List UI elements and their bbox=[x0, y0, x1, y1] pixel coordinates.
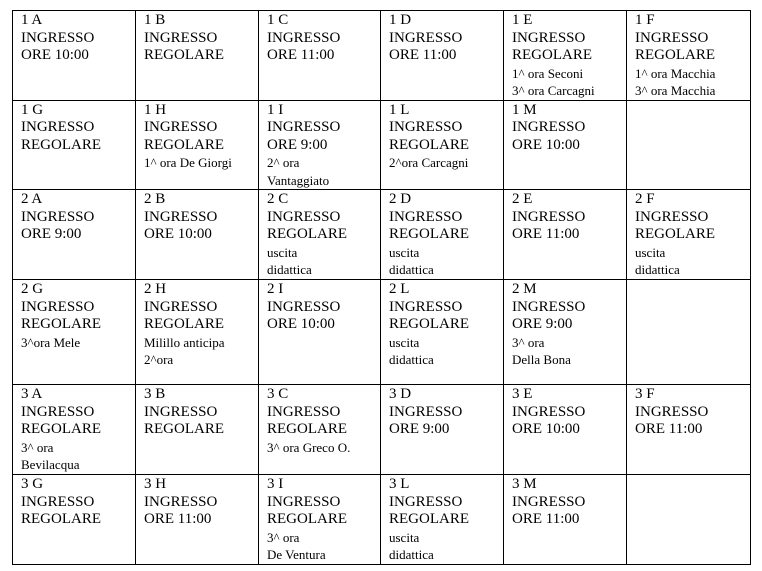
entry-label: INGRESSO bbox=[267, 119, 341, 135]
class-name: 2 A bbox=[21, 191, 43, 207]
cell-note: uscita bbox=[389, 244, 420, 260]
empty-cell bbox=[627, 280, 751, 385]
entry-time: REGOLARE bbox=[21, 136, 101, 153]
class-name: 2 F bbox=[635, 191, 655, 207]
class-cell bbox=[136, 11, 259, 101]
empty-cell bbox=[627, 100, 751, 190]
schedule-body bbox=[13, 11, 751, 565]
class-cell bbox=[504, 280, 627, 385]
class-name: 2 D bbox=[389, 191, 412, 207]
class-cell bbox=[381, 190, 504, 280]
entry-time: ORE 9:00 bbox=[21, 226, 82, 242]
entry-time: REGOLARE bbox=[21, 511, 101, 527]
entry-label: INGRESSO bbox=[144, 403, 218, 420]
cell-note: De Ventura bbox=[267, 547, 326, 562]
entry-label: INGRESSO bbox=[144, 208, 218, 225]
class-name: 2 G bbox=[21, 281, 44, 297]
class-name: 1 E bbox=[512, 12, 533, 28]
class-cell bbox=[259, 11, 381, 101]
table-row bbox=[13, 385, 751, 475]
entry-time: ORE 11:00 bbox=[267, 47, 335, 63]
entry-time: ORE 9:00 bbox=[267, 136, 328, 153]
class-schedule-table bbox=[12, 10, 751, 565]
class-cell bbox=[259, 280, 381, 385]
entry-label: INGRESSO bbox=[267, 403, 341, 420]
entry-time: REGOLARE bbox=[635, 47, 715, 63]
cell-note: 2^ora bbox=[144, 352, 174, 367]
entry-label: INGRESSO bbox=[21, 29, 95, 46]
class-cell bbox=[504, 190, 627, 280]
entry-label: INGRESSO bbox=[21, 119, 95, 135]
entry-label: INGRESSO bbox=[635, 403, 709, 420]
entry-label: INGRESSO bbox=[635, 29, 709, 46]
cell-note: 3^ ora bbox=[21, 439, 54, 455]
cell-note: didattica bbox=[267, 262, 312, 277]
class-name: 3 H bbox=[144, 476, 167, 492]
cell-note: didattica bbox=[635, 262, 680, 277]
cell-note: 3^ ora Greco O. bbox=[267, 439, 351, 455]
cell-note: uscita bbox=[389, 334, 420, 350]
entry-label: INGRESSO bbox=[389, 119, 463, 135]
entry-label: INGRESSO bbox=[144, 29, 218, 46]
class-name: 2 H bbox=[144, 281, 167, 297]
entry-time: ORE 11:00 bbox=[512, 226, 580, 242]
class-cell bbox=[504, 475, 627, 565]
entry-label: INGRESSO bbox=[144, 493, 218, 510]
class-name: 3 G bbox=[21, 476, 44, 492]
class-cell bbox=[13, 100, 136, 190]
entry-time: REGOLARE bbox=[267, 226, 347, 242]
entry-time: ORE 9:00 bbox=[512, 316, 573, 332]
entry-label: INGRESSO bbox=[144, 119, 218, 135]
class-name: 3 B bbox=[144, 386, 166, 402]
entry-time: REGOLARE bbox=[267, 511, 347, 527]
class-name: 1 H bbox=[144, 101, 167, 118]
entry-time: ORE 11:00 bbox=[389, 47, 457, 63]
table-row bbox=[13, 11, 751, 101]
entry-label: INGRESSO bbox=[144, 298, 218, 315]
class-name: 1 I bbox=[267, 101, 284, 118]
entry-label: INGRESSO bbox=[21, 208, 95, 225]
entry-label: INGRESSO bbox=[512, 29, 586, 46]
entry-label: INGRESSO bbox=[21, 493, 95, 510]
class-cell bbox=[259, 190, 381, 280]
class-name: 1 D bbox=[389, 12, 412, 28]
class-cell bbox=[136, 100, 259, 190]
entry-label: INGRESSO bbox=[267, 298, 341, 315]
class-cell bbox=[13, 475, 136, 565]
cell-note: uscita bbox=[635, 244, 666, 260]
entry-label: INGRESSO bbox=[389, 298, 463, 315]
entry-label: INGRESSO bbox=[635, 208, 709, 225]
class-cell bbox=[381, 11, 504, 101]
table-row bbox=[13, 190, 751, 280]
entry-time: ORE 10:00 bbox=[512, 136, 580, 153]
class-cell bbox=[627, 385, 751, 475]
class-name: 3 E bbox=[512, 386, 533, 402]
entry-time: REGOLARE bbox=[144, 136, 224, 153]
class-cell bbox=[259, 100, 381, 190]
class-cell bbox=[381, 475, 504, 565]
entry-label: INGRESSO bbox=[512, 493, 586, 510]
entry-label: INGRESSO bbox=[267, 29, 341, 46]
class-cell bbox=[259, 385, 381, 475]
entry-time: ORE 9:00 bbox=[389, 421, 450, 437]
entry-time: ORE 10:00 bbox=[512, 421, 580, 437]
class-name: 2 I bbox=[267, 281, 284, 297]
entry-time: REGOLARE bbox=[389, 511, 469, 527]
entry-time: ORE 11:00 bbox=[144, 511, 212, 527]
class-cell bbox=[13, 385, 136, 475]
entry-time: REGOLARE bbox=[267, 421, 347, 437]
cell-note: 1^ ora Macchia bbox=[635, 65, 716, 81]
entry-time: ORE 10:00 bbox=[144, 226, 212, 242]
cell-note: 3^ ora bbox=[512, 334, 545, 350]
class-name: 3 A bbox=[21, 386, 43, 402]
class-name: 1 A bbox=[21, 12, 43, 28]
entry-time: REGOLARE bbox=[144, 421, 224, 437]
entry-time: ORE 10:00 bbox=[21, 47, 89, 63]
cell-note: didattica bbox=[389, 352, 434, 367]
class-cell bbox=[136, 475, 259, 565]
table-row bbox=[13, 280, 751, 385]
class-cell bbox=[13, 280, 136, 385]
entry-time: REGOLARE bbox=[389, 316, 469, 332]
class-name: 3 D bbox=[389, 386, 412, 402]
class-cell bbox=[259, 475, 381, 565]
cell-note: 3^ora Mele bbox=[21, 334, 81, 350]
cell-note: Bevilacqua bbox=[21, 457, 80, 472]
entry-label: INGRESSO bbox=[21, 298, 95, 315]
class-cell bbox=[136, 385, 259, 475]
entry-time: REGOLARE bbox=[389, 226, 469, 242]
cell-note: 3^ ora Macchia bbox=[635, 83, 716, 98]
cell-note: didattica bbox=[389, 262, 434, 277]
entry-label: INGRESSO bbox=[389, 493, 463, 510]
cell-note: 1^ ora De Giorgi bbox=[144, 155, 232, 170]
cell-note: 1^ ora Seconi bbox=[512, 65, 584, 81]
entry-time: ORE 11:00 bbox=[635, 421, 703, 437]
cell-note: 3^ ora Carcagni bbox=[512, 83, 595, 98]
cell-note: uscita bbox=[267, 244, 298, 260]
class-name: 3 L bbox=[389, 476, 410, 492]
entry-label: INGRESSO bbox=[512, 298, 586, 315]
class-cell bbox=[13, 190, 136, 280]
cell-note: Della Bona bbox=[512, 352, 571, 367]
class-cell bbox=[627, 11, 751, 101]
class-name: 1 G bbox=[21, 101, 44, 118]
entry-time: ORE 11:00 bbox=[512, 511, 580, 527]
entry-label: INGRESSO bbox=[512, 208, 586, 225]
cell-note: 3^ ora bbox=[267, 529, 300, 545]
class-name: 1 C bbox=[267, 12, 289, 28]
class-name: 1 L bbox=[389, 101, 410, 118]
cell-note: didattica bbox=[389, 547, 434, 562]
cell-note: 2^ ora bbox=[267, 155, 300, 170]
entry-time: REGOLARE bbox=[389, 136, 469, 153]
entry-label: INGRESSO bbox=[389, 29, 463, 46]
cell-note: Vantaggiato bbox=[267, 172, 330, 188]
class-cell bbox=[13, 11, 136, 101]
entry-label: INGRESSO bbox=[21, 403, 95, 420]
class-cell bbox=[381, 100, 504, 190]
class-cell bbox=[381, 280, 504, 385]
entry-time: ORE 10:00 bbox=[267, 316, 335, 332]
cell-note: 2^ora Carcagni bbox=[389, 155, 469, 170]
class-cell bbox=[136, 280, 259, 385]
cell-note: uscita bbox=[389, 529, 420, 545]
entry-time: REGOLARE bbox=[512, 47, 592, 63]
entry-label: INGRESSO bbox=[267, 208, 341, 225]
class-name: 3 C bbox=[267, 386, 289, 402]
class-name: 2 B bbox=[144, 191, 166, 207]
class-name: 3 M bbox=[512, 476, 537, 492]
entry-label: INGRESSO bbox=[512, 119, 586, 135]
empty-cell bbox=[627, 475, 751, 565]
class-name: 3 I bbox=[267, 476, 284, 492]
class-cell bbox=[381, 385, 504, 475]
entry-label: INGRESSO bbox=[389, 208, 463, 225]
entry-label: INGRESSO bbox=[267, 493, 341, 510]
entry-time: REGOLARE bbox=[21, 316, 101, 332]
cell-note: Milillo anticipa bbox=[144, 334, 225, 350]
entry-time: REGOLARE bbox=[144, 47, 224, 63]
class-name: 2 E bbox=[512, 191, 533, 207]
entry-label: INGRESSO bbox=[512, 403, 586, 420]
entry-time: REGOLARE bbox=[21, 421, 101, 437]
entry-time: REGOLARE bbox=[144, 316, 224, 332]
class-name: 3 F bbox=[635, 386, 655, 402]
class-name: 2 C bbox=[267, 191, 289, 207]
class-name: 1 B bbox=[144, 12, 166, 28]
entry-label: INGRESSO bbox=[389, 403, 463, 420]
table-row bbox=[13, 100, 751, 190]
class-name: 1 M bbox=[512, 101, 537, 118]
table-row bbox=[13, 475, 751, 565]
class-name: 2 L bbox=[389, 281, 410, 297]
class-cell bbox=[136, 190, 259, 280]
entry-time: REGOLARE bbox=[635, 226, 715, 242]
class-name: 1 F bbox=[635, 12, 655, 28]
class-cell bbox=[504, 11, 627, 101]
class-name: 2 M bbox=[512, 281, 537, 297]
class-cell bbox=[504, 100, 627, 190]
class-cell bbox=[627, 190, 751, 280]
class-cell bbox=[504, 385, 627, 475]
